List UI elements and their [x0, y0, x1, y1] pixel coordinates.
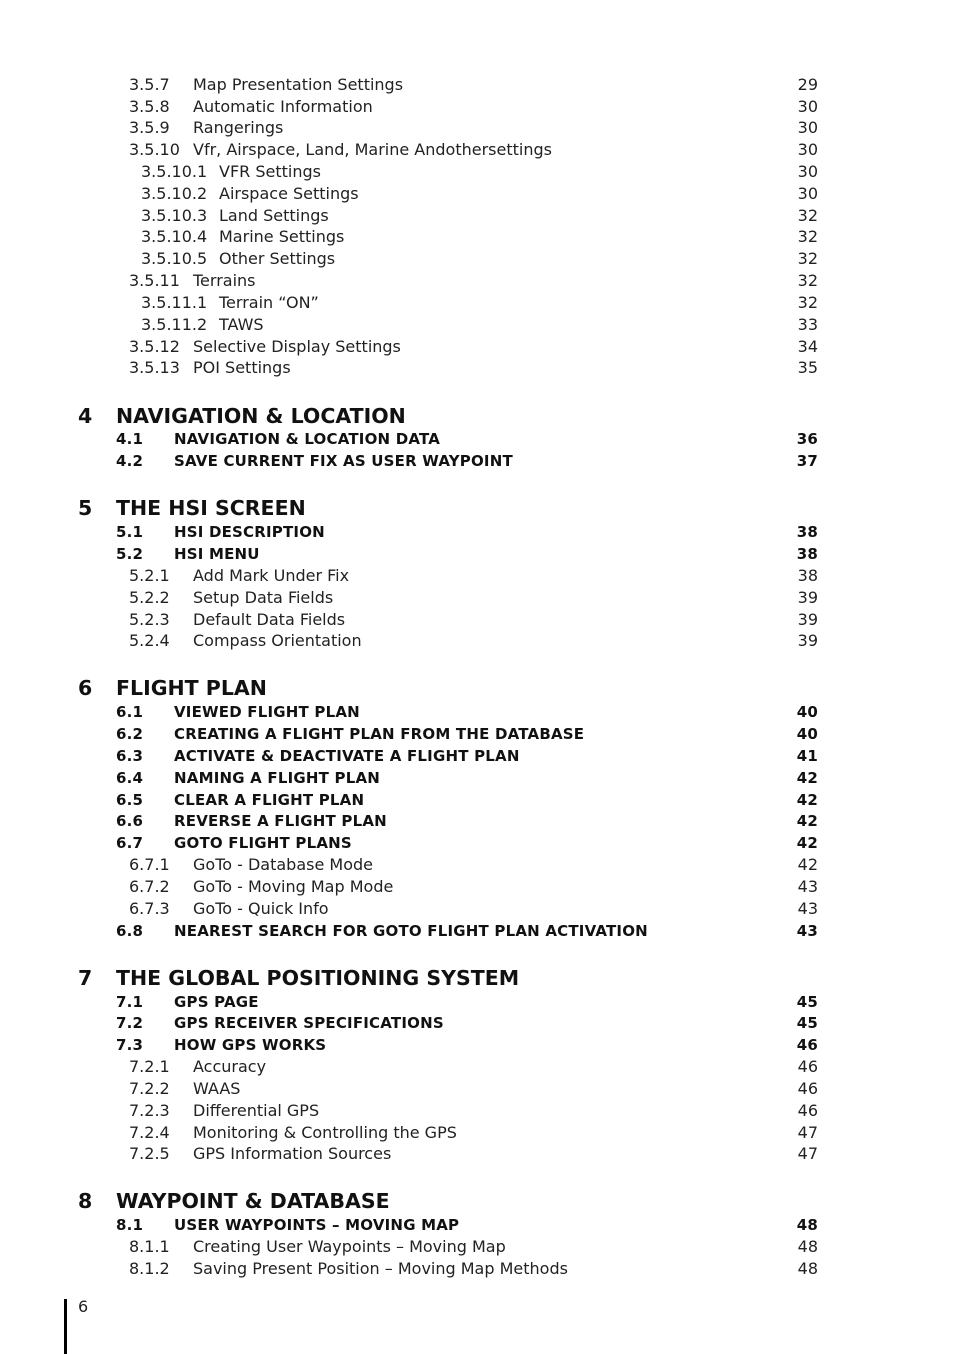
toc-entry-title: Setup Data Fields: [193, 588, 334, 607]
toc-entry-title: ACTIVATE & DEACTIVATE A FLIGHT PLAN: [174, 747, 520, 765]
toc-entry-title: Marine Settings: [219, 227, 345, 246]
toc-entry-page: 30: [797, 118, 818, 137]
toc-subsection-row[interactable]: [0, 270, 954, 292]
toc-entry-number: 5.2: [116, 545, 144, 563]
toc-entry-page: 48: [797, 1259, 818, 1278]
toc-entry-number: 8.1.1: [129, 1237, 170, 1256]
toc-entry-page: 42: [796, 812, 818, 830]
toc-entry-title: Default Data Fields: [193, 610, 346, 629]
toc-entry-number: 5.2.1: [129, 566, 170, 585]
toc-entry-page: 38: [796, 523, 818, 541]
toc-entry-number: 6.7: [116, 834, 144, 852]
toc-entry-page: 45: [796, 1014, 818, 1032]
toc-subsection-row[interactable]: [0, 1078, 954, 1100]
toc-entry-number: 6.7.2: [129, 877, 170, 896]
toc-entry-title: Rangerings: [193, 118, 284, 137]
toc-entry-title: Land Settings: [219, 206, 329, 225]
toc-entry-page: 32: [797, 293, 818, 312]
toc-entry-page: 39: [797, 610, 818, 629]
toc-entry-title: Terrain “ON”: [219, 293, 319, 312]
toc-entry-title: USER WAYPOINTS – MOVING MAP: [174, 1216, 460, 1234]
toc-entry-title: POI Settings: [193, 358, 291, 377]
toc-subsection-row[interactable]: [0, 336, 954, 358]
toc-entry-number: 5.2.2: [129, 588, 170, 607]
toc-entry-page: 39: [797, 588, 818, 607]
toc-entry-number: 8: [78, 1189, 93, 1213]
toc-entry-title: HOW GPS WORKS: [174, 1036, 327, 1054]
toc-entry-title: GPS RECEIVER SPECIFICATIONS: [174, 1014, 444, 1032]
toc-entry-title: GOTO FLIGHT PLANS: [174, 834, 352, 852]
toc-entry-page: 46: [797, 1101, 818, 1120]
toc-entry-number: 7.2.1: [129, 1057, 170, 1076]
toc-entry-page: 48: [797, 1237, 818, 1256]
toc-entry-title: NAVIGATION & LOCATION DATA: [174, 430, 441, 448]
toc-entry-number: 6.2: [116, 725, 144, 743]
toc-entry-title: Accuracy: [193, 1057, 267, 1076]
toc-entry-page: 46: [797, 1079, 818, 1098]
toc-subsection-row[interactable]: [0, 314, 954, 336]
toc-entry-page: 42: [796, 834, 818, 852]
toc-subsection-row[interactable]: [0, 74, 954, 96]
toc-subsection-row[interactable]: [0, 357, 954, 379]
toc-entry-number: 3.5.10.4: [141, 227, 208, 246]
toc-entry-page: 47: [797, 1123, 818, 1142]
toc-entry-number: 7.2.2: [129, 1079, 170, 1098]
toc-entry-title: GoTo - Moving Map Mode: [193, 877, 394, 896]
toc-entry-page: 45: [796, 993, 818, 1011]
toc-entry-page: 39: [797, 631, 818, 650]
toc-section-row[interactable]: [0, 723, 954, 745]
toc-entry-title: THE GLOBAL POSITIONING SYSTEM: [116, 966, 520, 990]
toc-section-row[interactable]: [0, 832, 954, 854]
toc-subsection-row[interactable]: [0, 876, 954, 898]
toc-entry-title: WAAS: [193, 1079, 241, 1098]
toc-entry-page: 30: [797, 140, 818, 159]
toc-entry-number: 3.5.11.1: [141, 293, 208, 312]
toc-section-row[interactable]: [0, 920, 954, 942]
toc-entry-title: GoTo - Quick Info: [193, 899, 329, 918]
toc-entry-page: 33: [797, 315, 818, 334]
toc-entry-title: Airspace Settings: [219, 184, 359, 203]
toc-subsection-row[interactable]: [0, 1236, 954, 1258]
toc-entry-title: GPS Information Sources: [193, 1144, 392, 1163]
toc-entry-page: 43: [797, 877, 818, 896]
toc-entry-number: 6.7.3: [129, 899, 170, 918]
toc-subsection-row[interactable]: [0, 630, 954, 652]
toc-entry-title: REVERSE A FLIGHT PLAN: [174, 812, 387, 830]
toc-entry-number: 3.5.9: [129, 118, 170, 137]
toc-entry-number: 7.2: [116, 1014, 144, 1032]
toc-entry-number: 5: [78, 496, 93, 520]
toc-section-row[interactable]: [0, 543, 954, 565]
toc-section-row[interactable]: [0, 1214, 954, 1236]
toc-entry-page: 30: [797, 97, 818, 116]
toc-entry-page: 35: [797, 358, 818, 377]
toc-entry-page: 38: [796, 545, 818, 563]
toc-entry-page: 43: [796, 922, 818, 940]
toc-section-row[interactable]: [0, 1034, 954, 1056]
toc-entry-number: 7.3: [116, 1036, 144, 1054]
toc-entry-number: 3.5.10.1: [141, 162, 208, 181]
toc-entry-title: Terrains: [193, 271, 256, 290]
toc-entry-title: NAVIGATION & LOCATION: [116, 404, 406, 428]
toc-entry-title: Vfr, Airspace, Land, Marine Andothersettings: [193, 140, 552, 159]
toc-entry-title: VFR Settings: [219, 162, 321, 181]
toc-entry-number: 3.5.8: [129, 97, 170, 116]
toc-entry-title: VIEWED FLIGHT PLAN: [174, 703, 360, 721]
toc-chapter-row[interactable]: [0, 967, 954, 989]
toc-subsection-row[interactable]: [0, 161, 954, 183]
toc-entry-number: 7.2.4: [129, 1123, 170, 1142]
toc-entry-page: 42: [796, 769, 818, 787]
toc-entry-page: 29: [797, 75, 818, 94]
toc-subsection-row[interactable]: [0, 139, 954, 161]
toc-entry-number: 6.7.1: [129, 855, 170, 874]
toc-entry-number: 6.8: [116, 922, 144, 940]
toc-entry-number: 4.2: [116, 452, 144, 470]
toc-entry-page: 37: [796, 452, 818, 470]
toc-entry-page: 30: [797, 162, 818, 181]
toc-entry-page: 42: [796, 791, 818, 809]
toc-entry-number: 6: [78, 676, 93, 700]
toc-entry-title: GPS PAGE: [174, 993, 259, 1011]
toc-section-row[interactable]: [0, 991, 954, 1013]
toc-entry-page: 47: [797, 1144, 818, 1163]
toc-subsection-row[interactable]: [0, 226, 954, 248]
toc-chapter-row[interactable]: [0, 405, 954, 427]
toc-entry-title: TAWS: [219, 315, 264, 334]
toc-entry-title: Other Settings: [219, 249, 336, 268]
toc-entry-number: 6.6: [116, 812, 144, 830]
toc-chapter-row[interactable]: [0, 1190, 954, 1212]
toc-section-row[interactable]: [0, 789, 954, 811]
toc-entry-page: 46: [796, 1036, 818, 1054]
toc-entry-title: CREATING A FLIGHT PLAN FROM THE DATABASE: [174, 725, 585, 743]
toc-entry-page: 48: [796, 1216, 818, 1234]
toc-entry-number: 3.5.10: [129, 140, 180, 159]
toc-entry-number: 3.5.10.5: [141, 249, 208, 268]
toc-entry-number: 4.1: [116, 430, 144, 448]
toc-entry-number: 8.1.2: [129, 1259, 170, 1278]
toc-entry-page: 41: [796, 747, 818, 765]
toc-entry-number: 7.2.3: [129, 1101, 170, 1120]
toc-entry-title: HSI MENU: [174, 545, 260, 563]
toc-entry-number: 3.5.10.2: [141, 184, 208, 203]
toc-entry-page: 32: [797, 227, 818, 246]
toc-subsection-row[interactable]: [0, 565, 954, 587]
toc-subsection-row[interactable]: [0, 854, 954, 876]
toc-section-row[interactable]: [0, 745, 954, 767]
toc-subsection-row[interactable]: [0, 183, 954, 205]
toc-subsection-row[interactable]: [0, 898, 954, 920]
toc-entry-title: Differential GPS: [193, 1101, 320, 1120]
toc-entry-title: NEAREST SEARCH FOR GOTO FLIGHT PLAN ACTIVATION: [174, 922, 648, 940]
footer-page-number: 6: [78, 1297, 89, 1316]
toc-subsection-row[interactable]: [0, 292, 954, 314]
toc-entry-number: 5.1: [116, 523, 144, 541]
toc-entry-title: Map Presentation Settings: [193, 75, 404, 94]
toc-entry-number: 3.5.11.2: [141, 315, 208, 334]
toc-section-row[interactable]: [0, 1012, 954, 1034]
toc-entry-title: Automatic Information: [193, 97, 373, 116]
toc-subsection-row[interactable]: [0, 587, 954, 609]
toc-section-row[interactable]: [0, 521, 954, 543]
toc-entry-number: 5.2.4: [129, 631, 170, 650]
toc-entry-title: Creating User Waypoints – Moving Map: [193, 1237, 506, 1256]
toc-subsection-row[interactable]: [0, 248, 954, 270]
toc-entry-title: CLEAR A FLIGHT PLAN: [174, 791, 365, 809]
toc-entry-page: 40: [796, 725, 818, 743]
toc-entry-page: 32: [797, 271, 818, 290]
toc-subsection-row[interactable]: [0, 1056, 954, 1078]
toc-section-row[interactable]: [0, 450, 954, 472]
toc-entry-title: Compass Orientation: [193, 631, 362, 650]
toc-section-row[interactable]: [0, 701, 954, 723]
toc-entry-title: HSI DESCRIPTION: [174, 523, 325, 541]
toc-chapter-row[interactable]: [0, 497, 954, 519]
toc-entry-number: 6.3: [116, 747, 144, 765]
toc-section-row[interactable]: [0, 810, 954, 832]
toc-subsection-row[interactable]: [0, 1100, 954, 1122]
toc-entry-number: 7.1: [116, 993, 144, 1011]
toc-entry-number: 3.5.12: [129, 337, 180, 356]
toc-entry-title: WAYPOINT & DATABASE: [116, 1189, 390, 1213]
toc-entry-number: 6.4: [116, 769, 144, 787]
toc-entry-number: 3.5.7: [129, 75, 170, 94]
toc-entry-title: SAVE CURRENT FIX AS USER WAYPOINT: [174, 452, 513, 470]
toc-entry-page: 30: [797, 184, 818, 203]
toc-entry-title: Monitoring & Controlling the GPS: [193, 1123, 457, 1142]
toc-subsection-row[interactable]: [0, 205, 954, 227]
toc-entry-number: 8.1: [116, 1216, 144, 1234]
toc-entry-number: 6.5: [116, 791, 144, 809]
toc-entry-number: 6.1: [116, 703, 144, 721]
toc-subsection-row[interactable]: [0, 609, 954, 631]
toc-entry-page: 43: [797, 899, 818, 918]
toc-entry-page: 34: [797, 337, 818, 356]
toc-entry-title: THE HSI SCREEN: [116, 496, 306, 520]
toc-subsection-row[interactable]: [0, 1143, 954, 1165]
toc-entry-title: Selective Display Settings: [193, 337, 401, 356]
toc-section-row[interactable]: [0, 428, 954, 450]
toc-entry-number: 3.5.13: [129, 358, 180, 377]
toc-subsection-row[interactable]: [0, 1122, 954, 1144]
toc-entry-number: 4: [78, 404, 93, 428]
toc-entry-page: 36: [796, 430, 818, 448]
toc-section-row[interactable]: [0, 767, 954, 789]
footer-rule: [64, 1299, 67, 1354]
toc-subsection-row[interactable]: [0, 96, 954, 118]
toc-entry-page: 32: [797, 249, 818, 268]
toc-entry-title: GoTo - Database Mode: [193, 855, 373, 874]
toc-entry-page: 46: [797, 1057, 818, 1076]
toc-entry-number: 7.2.5: [129, 1144, 170, 1163]
toc-entry-title: Saving Present Position – Moving Map Methods: [193, 1259, 568, 1278]
toc-entry-number: 5.2.3: [129, 610, 170, 629]
toc-entry-number: 7: [78, 966, 93, 990]
toc-entry-number: 3.5.11: [129, 271, 180, 290]
toc-entry-page: 38: [797, 566, 818, 585]
toc-entry-page: 32: [797, 206, 818, 225]
toc-subsection-row[interactable]: [0, 117, 954, 139]
toc-entry-title: FLIGHT PLAN: [116, 676, 267, 700]
toc-entry-title: NAMING A FLIGHT PLAN: [174, 769, 381, 787]
toc-chapter-row[interactable]: [0, 677, 954, 699]
toc-entry-number: 3.5.10.3: [141, 206, 208, 225]
toc-entry-page: 42: [797, 855, 818, 874]
toc-subsection-row[interactable]: [0, 1258, 954, 1280]
toc-entry-title: Add Mark Under Fix: [193, 566, 350, 585]
toc-entry-page: 40: [796, 703, 818, 721]
